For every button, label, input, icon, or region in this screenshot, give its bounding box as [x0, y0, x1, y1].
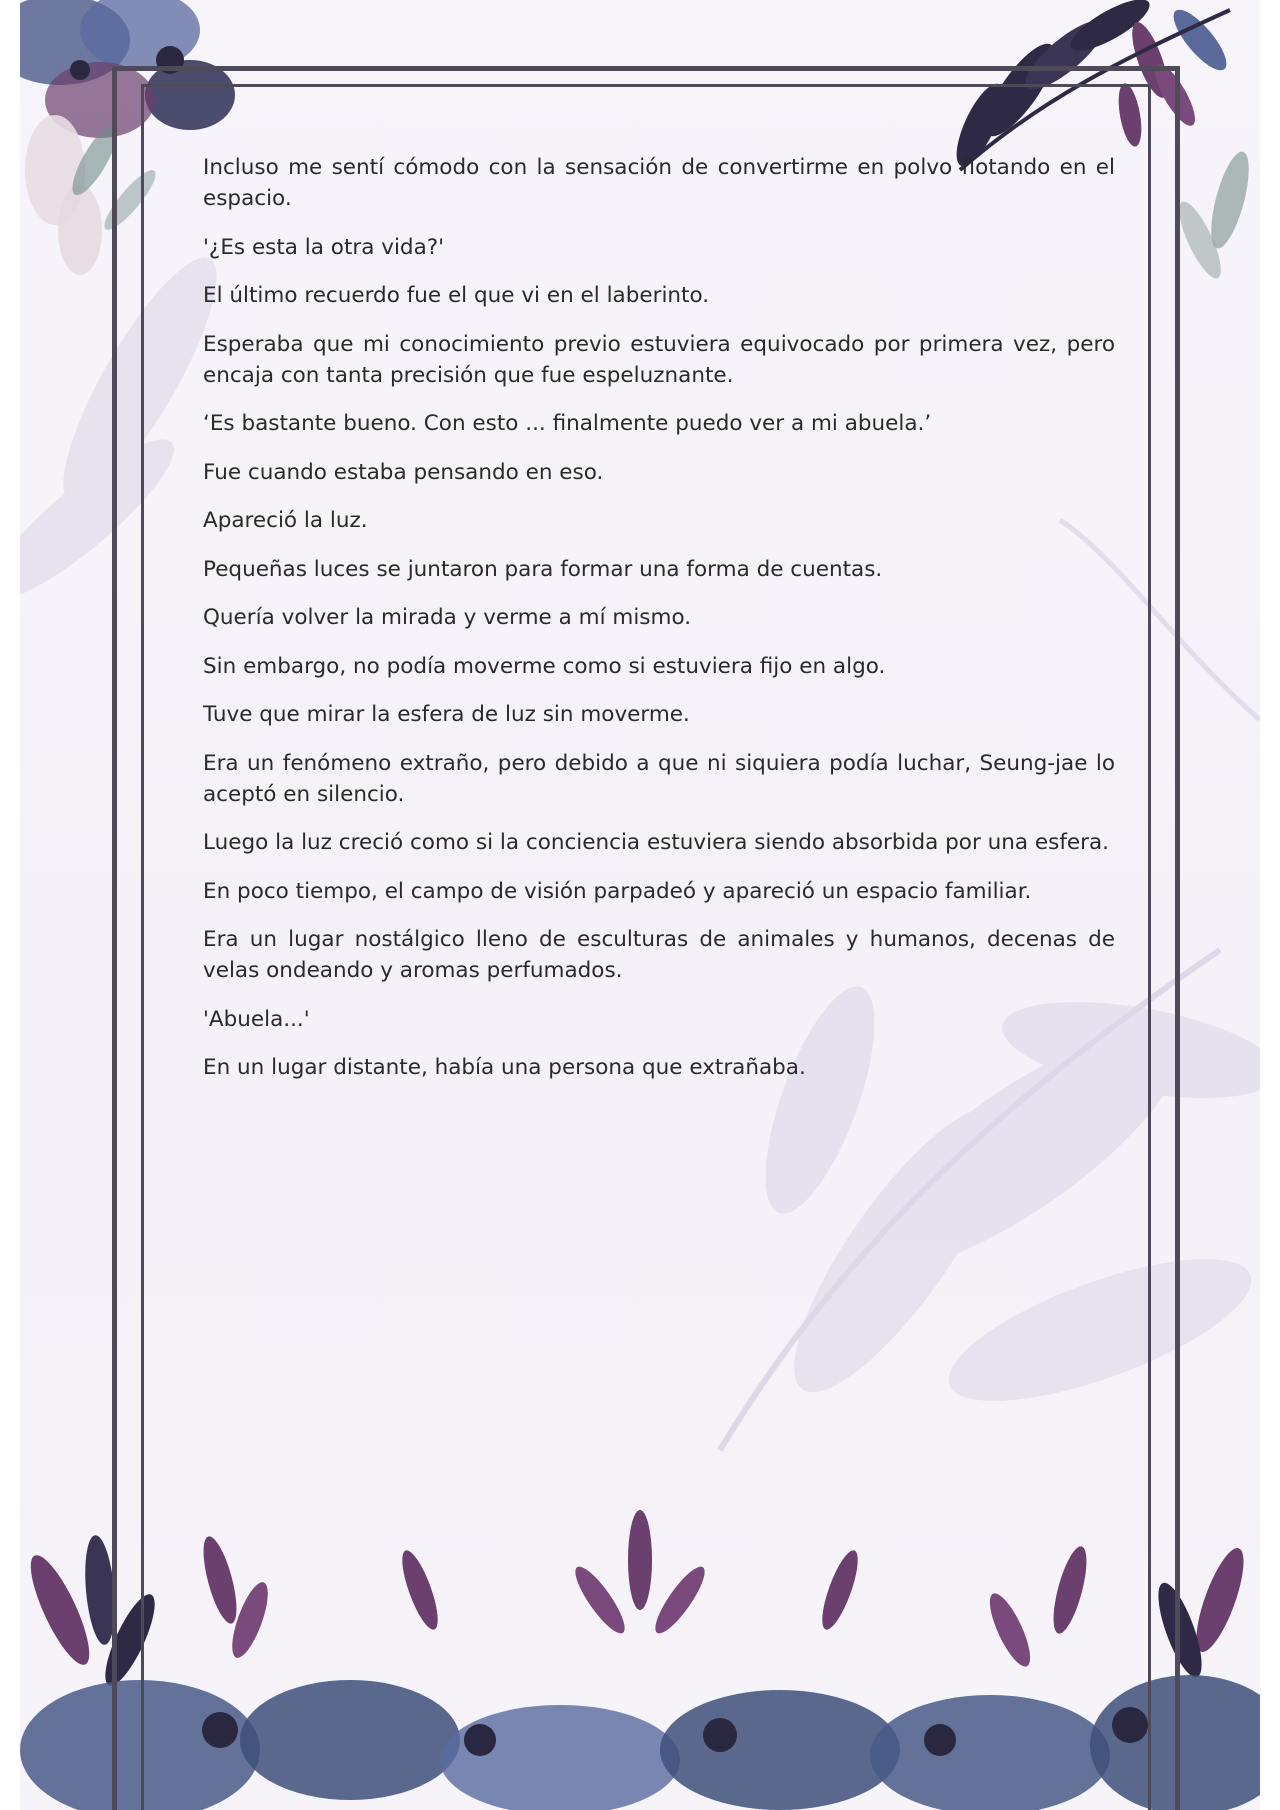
paragraph: Era un lugar nostálgico lleno de esculturas de animales y humanos, decenas de velas ondeando y aromas perfumados.: [203, 927, 1115, 983]
paragraph: Fue cuando estaba pensando en eso.: [203, 459, 604, 485]
paragraph: Apareció la luz.: [203, 508, 368, 533]
paragraph: Quería volver la mirada y verme a mí mismo.: [203, 605, 692, 630]
paragraph: En poco tiempo, el campo de visión parpadeó y apareció un espacio familiar.: [203, 878, 1032, 904]
paragraph: 'Abuela...': [203, 1006, 310, 1032]
paragraph: El último recuerdo fue el que vi en el laberinto.: [203, 283, 710, 308]
page-background: [20, 0, 1260, 1810]
paragraph: ‘Es bastante bueno. Con esto ... finalmente puedo ver a mi abuela.’: [203, 411, 932, 436]
paragraph: Luego la luz creció como si la conciencia estuviera siendo absorbida por una esfera.: [203, 830, 1109, 855]
paragraph: Esperaba que mi conocimiento previo estuviera equivocado por primera vez, pero encaja con tanta precisión que fue espeluznante.: [203, 331, 1115, 388]
paragraph: '¿Es esta la otra vida?': [203, 234, 445, 260]
document-body: [203, 152, 1115, 1101]
paragraph: En un lugar distante, había una persona que extrañaba.: [203, 1055, 806, 1080]
paragraph: Sin embargo, no podía moverme como si estuviera fijo en algo.: [203, 653, 886, 679]
paragraph: Era un fenómeno extraño, pero debido a que ni siquiera podía luchar, Seung-jae lo aceptó en silencio.: [203, 750, 1115, 807]
paragraph: Incluso me sentí cómodo con la sensación de convertirme en polvo flotando en el espacio.: [203, 155, 1115, 211]
paragraph: Pequeñas luces se juntaron para formar una forma de cuentas.: [203, 556, 883, 582]
paragraph: Tuve que mirar la esfera de luz sin moverme.: [203, 702, 690, 727]
